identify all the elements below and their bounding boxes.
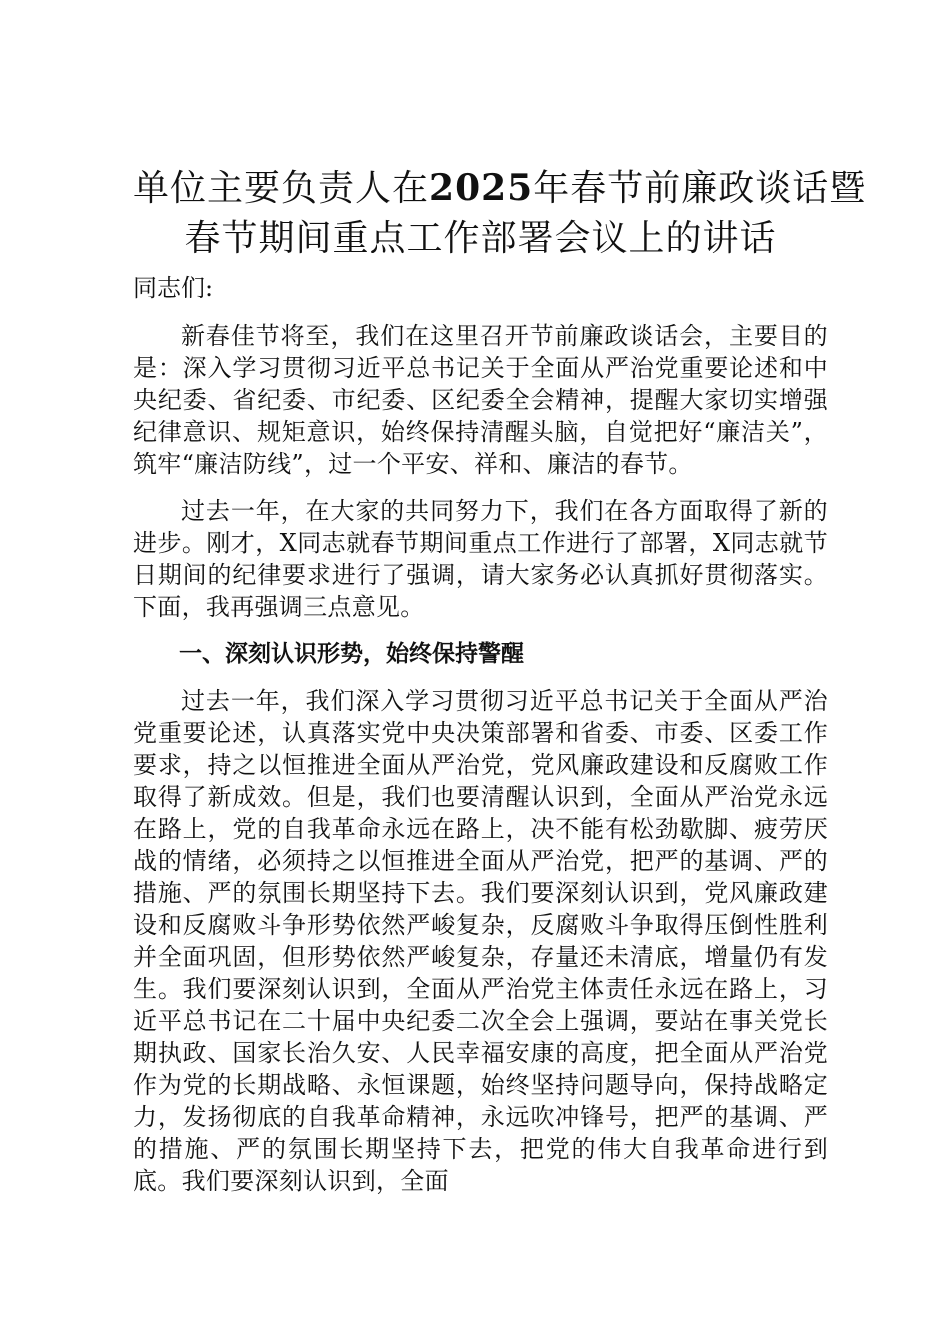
paragraph-section-1: 过去一年，我们深入学习贯彻习近平总书记关于全面从严治党重要论述，认真落实党中央决策部署和省委、市委、区委工作要求，持之以恒推进全面从严治党，党风廉政建设和反腐败工作取得了新成效。但是，我们也要清醒认识到，全面从严治党永远在路上，党的自我革命永远在路上，决不能有松劲歇脚、疲劳厌战的情绪，必须持之以恒推进全面从严治党，把严的基调、严的措施、严的氛围长期坚持下去。我们要深刻认识到，党风廉政建设和反腐败斗争形势依然严峻复杂，反腐败斗争取得压倒性胜利并全面巩固，但形势依然严峻复杂，存量还未清底，增量仍有发生。我们要深刻认识到，全面从严治党主体责任永远在路上，习近平总书记在二十届中央纪委二次全会上强调，要站在事关党长期执政、国家长治久安、人民幸福安康的高度，把全面从严治党作为党的长期战略、永恒课题，始终坚持问题导向，保持战略定力，发扬彻底的自我革命精神，永远吹冲锋号，把严的基调、严的措施、严的氛围长期坚持下去，把党的伟大自我革命进行到底。我们要深刻认识到，全面 <box>133 687 828 1195</box>
section-heading-1: 一、深刻认识形势，始终保持警醒 <box>179 641 524 667</box>
document-title-line-1 <box>133 163 867 214</box>
paragraph-intro: 新春佳节将至，我们在这里召开节前廉政谈话会，主要目的是：深入学习贯彻习近平总书记关于全面从严治党重要论述和中央纪委、省纪委、市纪委、区纪委全会精神，提醒大家切实增强纪律意识、规矩意识，始终保持清醒头脑，自觉把好“廉洁关”，筑牢“廉洁防线”，过一个平安、祥和、廉洁的春节。 <box>133 322 828 478</box>
greeting: 同志们: <box>133 274 214 302</box>
paragraph-review: 过去一年，在大家的共同努力下，我们在各方面取得了新的进步。刚才，X同志就春节期间重点工作进行了部署，X同志就节日期间的纪律要求进行了强调，请大家务必认真抓好贯彻落实。下面，我再强调三点意见。 <box>133 497 828 621</box>
title-year: 2025 <box>429 167 534 209</box>
document-title-line-2: 春节期间重点工作部署会议上的讲话 <box>184 218 777 259</box>
title-prefix: 单位主要负责人在 <box>133 168 430 209</box>
title-suffix: 年春节前廉政谈话暨 <box>533 168 867 209</box>
